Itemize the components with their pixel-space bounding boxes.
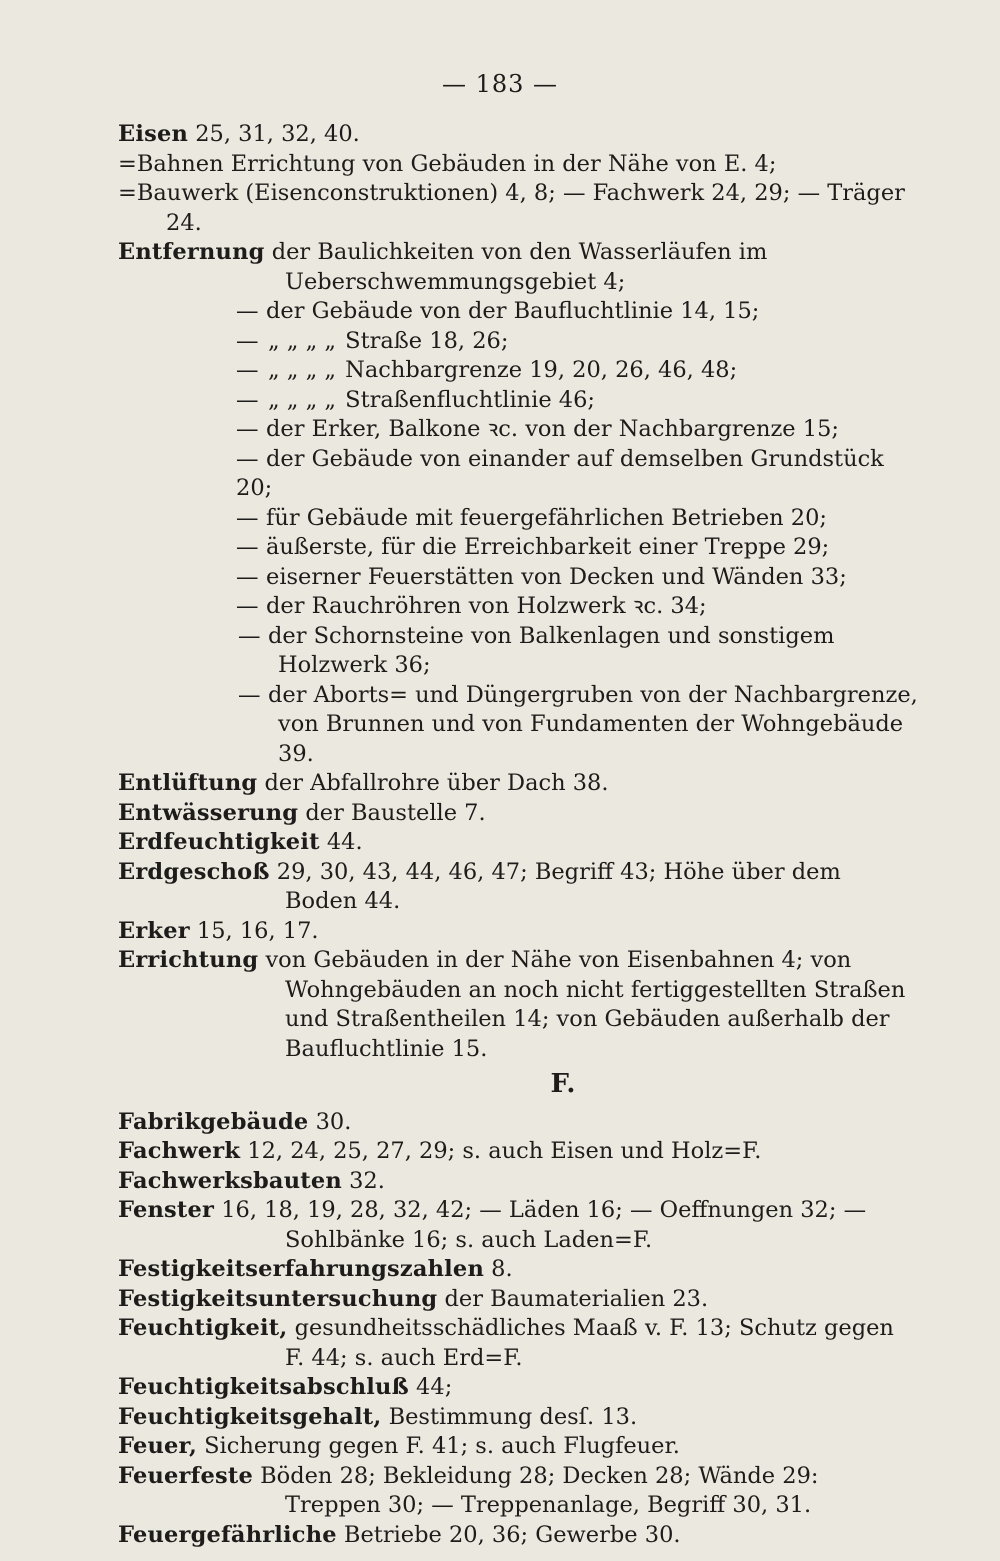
sub-entry-text: der Rauchröhren von Holzwerk ꝛc. 34; (266, 593, 707, 619)
sub-entry (118, 297, 918, 327)
sub-entry-text: der Gebäude von der Baufluchtlinie 14, 15; (266, 298, 760, 324)
entry-headword: Festigkeitserfahrungszahlen (118, 1256, 485, 1282)
entry-headword: Entwässerung (118, 799, 299, 826)
index-entry (118, 1255, 918, 1285)
index-entry (118, 1167, 918, 1197)
index-entry (118, 238, 918, 297)
entry-headword: Feuchtigkeitsgehalt, (118, 1403, 382, 1430)
sub-entry (118, 327, 918, 357)
entry-text: gesundheitsschädliches Maaß v. F. 13; Schutz gegen F. 44; s. auch Erd=F. (285, 1315, 894, 1371)
index-entry (118, 858, 918, 917)
index-entry (118, 917, 918, 947)
sub-entry-text: der Erker, Balkone ꝛc. von der Nachbargrenze 15; (266, 416, 839, 442)
ditto-marks: „ „ „ „ (267, 357, 337, 383)
entry-text: Sicherung gegen F. 41; s. auch Flugfeuer. (196, 1433, 680, 1459)
entry-text: 16, 18, 19, 28, 32, 42; — Läden 16; — Oeffnungen 32; — Sohlbänke 16; s. auch Laden=F. (214, 1197, 867, 1253)
entry-headword: Feuchtigkeit, (118, 1315, 288, 1341)
sub-entry-text: Straßenfluchtlinie 46; (345, 386, 596, 413)
index-entry (118, 150, 918, 180)
entry-text: von Gebäuden in der Nähe von Eisenbahnen 4; von Wohngebäuden an noch nicht fertiggestellten Straßen und Straßentheilen 14; von Gebäuden außerhalb der Baufluchtlinie 15. (258, 947, 906, 1062)
sub-entry-text: Straße 18, 26; (345, 327, 509, 354)
entry-headword: Feuerfeste (118, 1462, 253, 1489)
index-entry (118, 1521, 918, 1551)
sub-entry-dash: — (236, 445, 259, 472)
entry-headword: Entlüftung (118, 770, 258, 796)
entry-headword: Fachwerk (118, 1138, 241, 1164)
sub-entry-dash: — (236, 357, 259, 383)
index-entry (118, 1314, 918, 1373)
sub-entry (118, 592, 918, 622)
sub-entry-dash: — (236, 504, 259, 531)
sub-entry-text: der Gebäude von einander auf demselben Grundstück 20; (236, 445, 884, 501)
sub-entry-text: der Aborts= und Düngergruben von der Nachbargrenze, von Brunnen und von Fundamenten der Wohngebäude 39. (268, 681, 918, 767)
entry-text: 15, 16, 17. (189, 917, 319, 944)
sub-entry-dash: — (236, 386, 259, 413)
entry-text: =Bahnen Errichtung von Gebäuden in der Nähe von E. 4; (118, 150, 777, 177)
index-entry (118, 1403, 918, 1433)
sub-entry (118, 356, 918, 386)
index-entry (118, 799, 918, 829)
entry-headword: Errichtung (118, 947, 259, 973)
entry-text: der Baulichkeiten von den Wasserläufen im Ueberschwemmungsgebiet 4; (264, 239, 768, 295)
sub-entry (118, 504, 918, 534)
entry-text: 8. (484, 1256, 513, 1282)
sub-entry-dash: — (236, 593, 259, 619)
index-entry (118, 1285, 918, 1315)
sub-entry-dash: — (238, 681, 261, 708)
sub-entry-dash: — (236, 416, 259, 442)
sub-entry-dash: — (238, 622, 261, 649)
section-letter: F. (550, 1069, 576, 1099)
index-entry (118, 946, 918, 1064)
entry-headword: Erker (118, 917, 190, 944)
sub-entry-dash: — (236, 298, 259, 324)
index-entry (118, 1373, 918, 1403)
sub-entry (118, 386, 918, 416)
entry-text: der Baumaterialien 23. (437, 1285, 709, 1312)
entry-text: 44; (408, 1374, 453, 1400)
entry-headword: Fabrikgebäude (118, 1108, 309, 1135)
entry-headword: Fenster (118, 1197, 215, 1223)
entry-text: 30. (308, 1108, 352, 1135)
index-column (118, 120, 918, 1550)
sub-entry-text: Nachbargrenze 19, 20, 26, 46, 48; (345, 357, 738, 383)
index-entry (118, 120, 918, 150)
sub-entry-text: für Gebäude mit feuergefährlichen Betrieben 20; (266, 504, 828, 531)
entry-text: =Bauwerk (Eisenconstruktionen) 4, 8; — Fachwerk 24, 29; — Träger 24. (118, 180, 905, 236)
entry-text: 44. (319, 829, 363, 855)
entry-headword: Feuergefährliche (118, 1521, 337, 1548)
sub-entry (118, 622, 918, 681)
entry-text: 12, 24, 25, 27, 29; s. auch Eisen und Holz=F. (240, 1138, 762, 1164)
entry-headword: Festigkeitsuntersuchung (118, 1285, 438, 1312)
entry-headword: Eisen (118, 121, 189, 147)
entry-text: der Abfallrohre über Dach 38. (257, 770, 609, 796)
entry-headword: Feuer, (118, 1433, 197, 1459)
sub-entry-text: äußerste, für die Erreichbarkeit einer Treppe 29; (266, 534, 830, 560)
ditto-marks: „ „ „ „ (267, 327, 337, 354)
entry-text: Böden 28; Bekleidung 28; Decken 28; Wände 29: Treppen 30; — Treppenanlage, Begriff 30, 31. (252, 1462, 819, 1518)
sub-entry-dash: — (236, 327, 259, 354)
sub-entry-dash: — (236, 563, 259, 590)
entry-headword: Feuchtigkeitsabschluß (118, 1374, 409, 1400)
page-number: — 183 — (441, 70, 559, 98)
entry-headword: Entfernung (118, 239, 265, 265)
entry-headword: Erdfeuchtigkeit (118, 829, 320, 855)
entry-headword: Fachwerksbauten (118, 1167, 342, 1194)
sub-entry (118, 533, 918, 563)
entry-headword: Erdgeschoß (118, 858, 270, 885)
index-entry (118, 1196, 918, 1255)
ditto-marks: „ „ „ „ (267, 386, 337, 413)
index-entry (118, 1108, 918, 1138)
entry-text: 32. (341, 1167, 385, 1194)
index-entry (118, 1137, 918, 1167)
index-entry (118, 769, 918, 799)
entry-text: 29, 30, 43, 44, 46, 47; Begriff 43; Höhe über dem Boden 44. (269, 858, 841, 914)
entry-text: Bestimmung desſ. 13. (381, 1403, 638, 1430)
sub-entry (118, 681, 918, 770)
sub-entry (118, 445, 918, 504)
entry-text: 25, 31, 32, 40. (188, 121, 360, 147)
entry-text: Betriebe 20, 36; Gewerbe 30. (336, 1521, 681, 1548)
entry-text: der Baustelle 7. (298, 799, 486, 826)
index-entry (118, 1432, 918, 1462)
index-entry (118, 179, 918, 238)
sub-entry (118, 415, 918, 445)
index-entry (118, 828, 918, 858)
index-entry (118, 1462, 918, 1521)
sub-entry-text: der Schornsteine von Balkenlagen und sonstigem Holzwerk 36; (268, 622, 835, 678)
sub-entry-dash: — (236, 534, 259, 560)
sub-entry (118, 563, 918, 593)
sub-entry-text: eiserner Feuerstätten von Decken und Wänden 33; (266, 563, 847, 590)
